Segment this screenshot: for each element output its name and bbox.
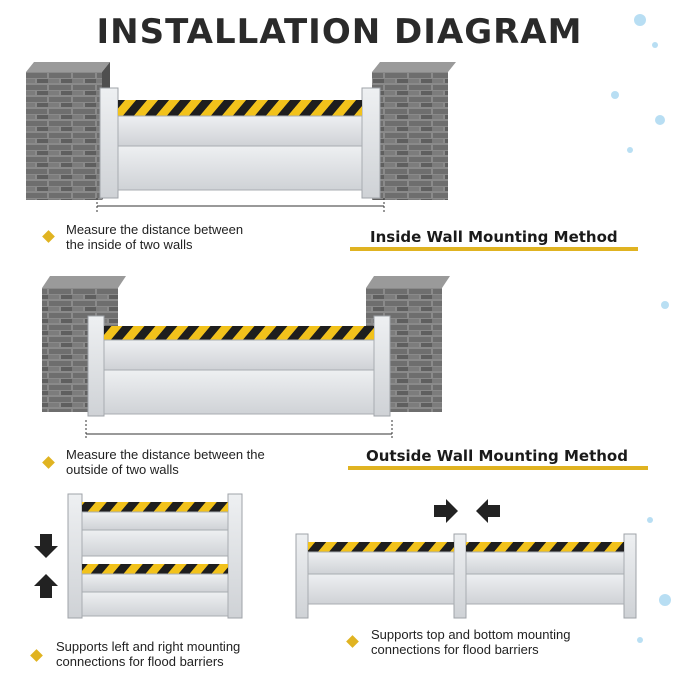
inside-wall-illustration [26, 62, 456, 212]
horizontal-join-illustration [296, 499, 636, 618]
horizontal-caption-line1: Supports top and bottom mounting [371, 627, 571, 642]
outside-method-underline [348, 466, 648, 470]
outside-caption-line2: outside of two walls [66, 462, 179, 477]
horizontal-caption [371, 627, 570, 657]
arrow-right-icon [434, 499, 458, 523]
page-title: INSTALLATION DIAGRAM [96, 12, 583, 52]
inside-caption [66, 222, 243, 252]
arrow-down-icon [34, 534, 58, 558]
arrow-up-icon [34, 574, 58, 598]
inside-method-underline [350, 247, 638, 251]
outside-method-label: Outside Wall Mounting Method [366, 447, 628, 465]
arrow-left-icon [476, 499, 500, 523]
inside-method-label: Inside Wall Mounting Method [370, 228, 618, 246]
outside-caption-line1: Measure the distance between the [66, 447, 265, 462]
outside-wall-illustration [42, 276, 450, 440]
inside-caption-line2: the inside of two walls [66, 237, 193, 252]
inside-caption-line1: Measure the distance between [66, 222, 244, 237]
vertical-caption-line1: Supports left and right mounting [56, 639, 241, 654]
vertical-stack-illustration [34, 494, 242, 618]
horizontal-caption-line2: connections for flood barriers [371, 642, 539, 657]
vertical-caption-line2: connections for flood barriers [56, 654, 224, 669]
vertical-caption [56, 639, 240, 669]
outside-caption [66, 447, 265, 477]
